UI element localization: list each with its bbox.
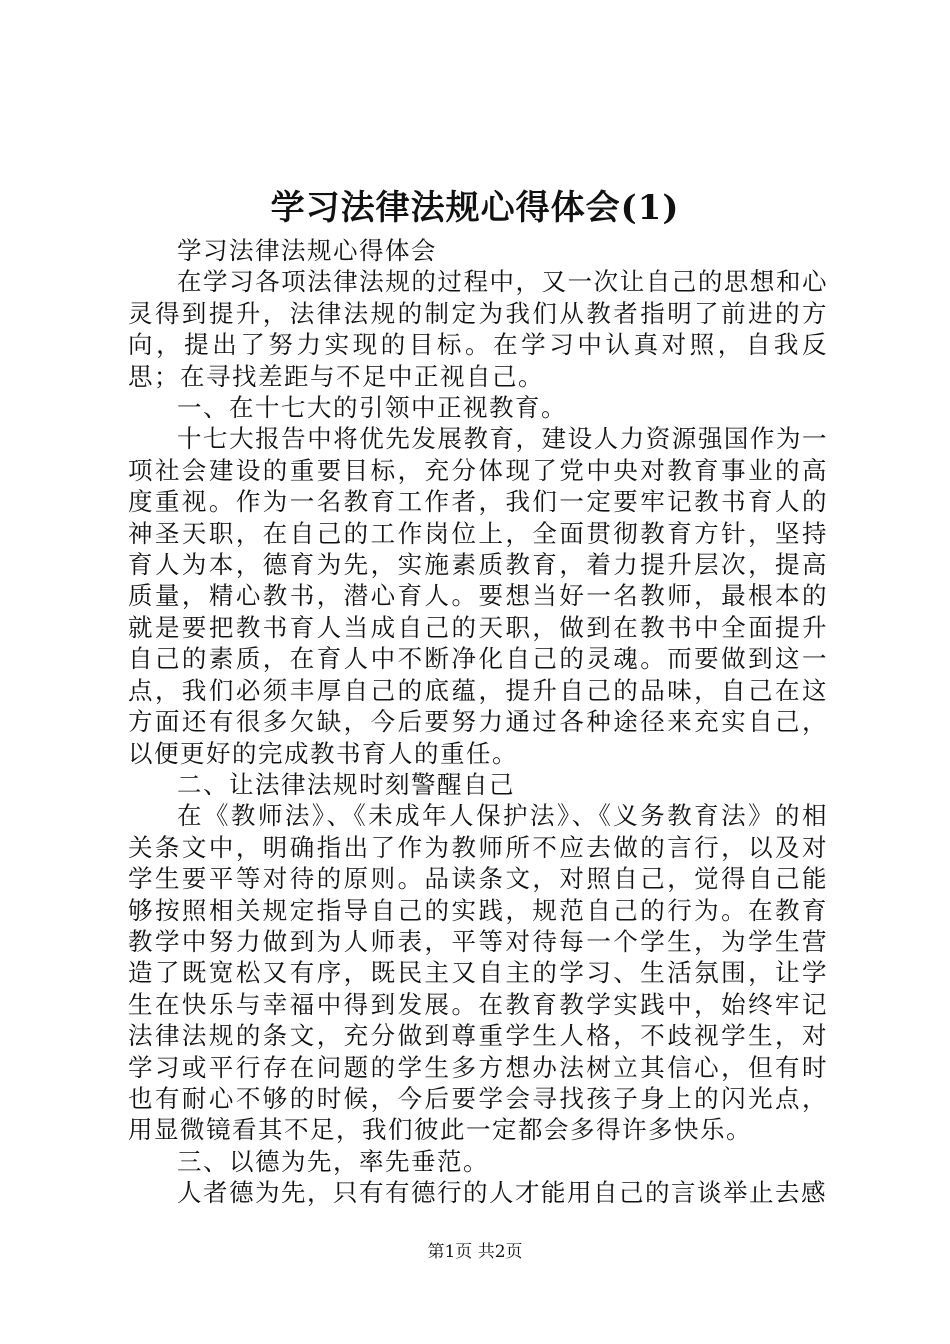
page-footer: 第1页 共2页 xyxy=(427,1242,523,1262)
section-heading-1: 一、在十七大的引领中正视教育。 xyxy=(177,393,567,423)
section-heading-3: 三、以德为先，率先垂范。 xyxy=(177,1146,489,1176)
paragraph-section-3: 人者德为先，只有有德行的人才能用自己的言谈举止去感 xyxy=(177,1178,827,1208)
document-body xyxy=(128,235,828,1209)
document-title: 学习法律法规心得体会(1) xyxy=(270,188,680,228)
paragraph-intro: 在学习各项法律法规的过程中，又一次让自己的思想和心灵得到提升，法律法规的制定为我们从教者指明了前进的方向，提出了努力实现的目标。在学习中认真对照，自我反思；在寻找差距与不足中正视自己。 xyxy=(128,267,828,391)
paragraph-subtitle: 学习法律法规心得体会 xyxy=(177,236,437,265)
section-heading-2: 二、让法律法规时刻警醒自己 xyxy=(177,769,515,799)
paragraph-section-1: 十七大报告中将优先发展教育，建设人力资源强国作为一项社会建设的重要目标，充分体现了党中央对教育事业的高度重视。作为一名教育工作者，我们一定要牢记教书育人的神圣天职，在自己的工作岗位上，全面贯彻教育方针，坚持育人为本，德育为先，实施素质教育，着力提升层次，提高质量，精心教书，潜心育人。要想当好一名教师，最根本的就是要把教书育人当成自己的天职，做到在教书中全面提升自己的素质，在育人中不断净化自己的灵魂。而要做到这一点，我们必须丰厚自己的底蕴，提升自己的品味，自己在这方面还有很多欠缺，今后要努力通过各种途径来充实自己，以便更好的完成教书育人的重任。 xyxy=(128,424,828,768)
paragraph-section-2: 在《教师法》、《未成年人保护法》、《义务教育法》的相关条文中，明确指出了作为教师所不应去做的言行，以及对学生要平等对待的原则。品读条文，对照自己，觉得自己能够按照相关规定指导自己的实践，规范自己的行为。在教育教学中努力做到为人师表，平等对待每一个学生，为学生营造了既宽松又有序，既民主又自主的学习、生活氛围，让学生在快乐与幸福中得到发展。在教育教学实践中，始终牢记法律法规的条文，充分做到尊重学生人格，不歧视学生，对学习或平行存在问题的学生多方想办法树立其信心，但有时也有耐心不够的时候，今后要学会寻找孩子身上的闪光点，用显微镜看其不足，我们彼此一定都会多得许多快乐。 xyxy=(128,801,828,1145)
